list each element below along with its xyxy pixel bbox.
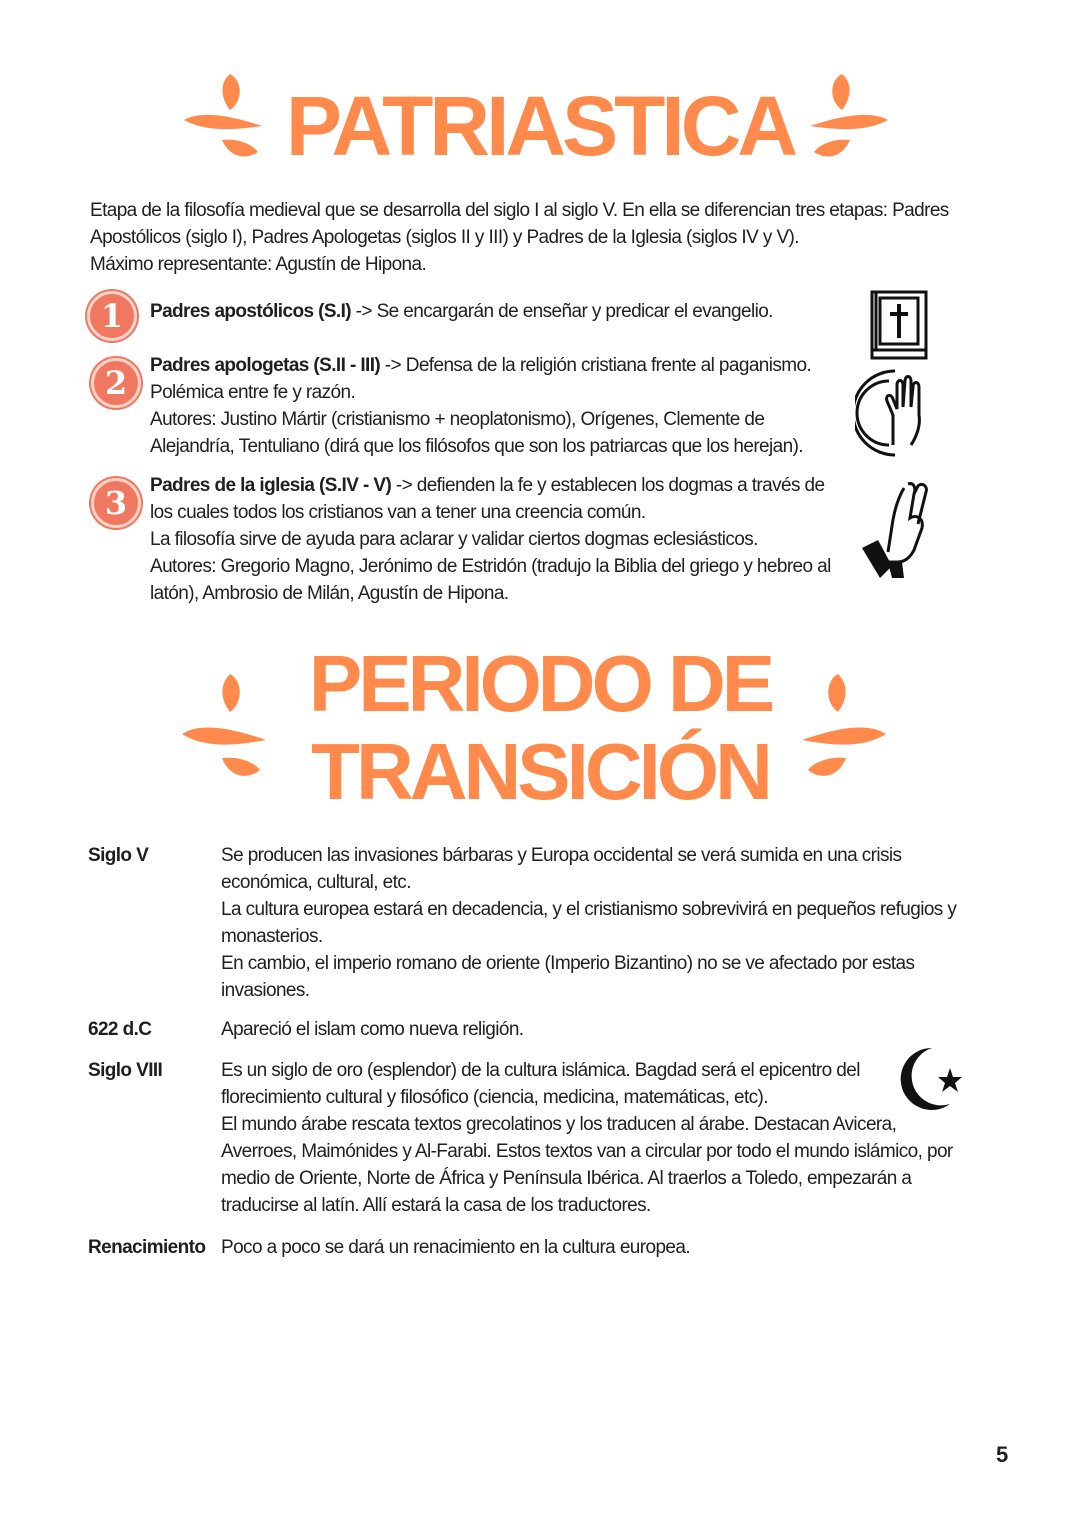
timeline-label: Siglo VIII <box>88 1060 163 1081</box>
bible-icon <box>868 290 930 362</box>
era-description: -> Defensa de la religión cristiana frente al paganismo. <box>380 355 812 376</box>
era-padres-iglesia <box>150 472 850 607</box>
left-spray-icon <box>182 70 272 170</box>
era-description: -> defienden la fe y establecen los dogmas a través de los cuales todos los cristianos van a tener una creencia común. <box>150 475 825 523</box>
era-number-badge: 3 <box>91 478 141 528</box>
timeline-label: 622 d.C <box>88 1019 152 1040</box>
right-spray-icon <box>800 70 890 170</box>
era-padres-apostolicos <box>150 298 850 325</box>
timeline-paragraph: Es un siglo de oro (esplendor) de la cultura islámica. Bagdad será el epicentro del florecimiento cultural y filosófico (ciencia, medicina, matemáticas, etc). <box>221 1060 860 1108</box>
timeline-paragraph: Se producen las invasiones bárbaras y Europa occidental se verá sumida en una crisis económica, cultural, etc. <box>221 845 902 893</box>
timeline-text <box>221 1016 991 1043</box>
era-detail: La filosofía sirve de ayuda para aclarar y validar ciertos dogmas eclesiásticos. <box>150 529 758 550</box>
praying-hands-icon <box>858 478 936 584</box>
era-detail: Polémica entre fe y razón. <box>150 382 356 403</box>
timeline-text <box>221 842 981 1004</box>
timeline-paragraph: Poco a poco se dará un renacimiento en la cultura europea. <box>221 1237 691 1258</box>
timeline-paragraph: El mundo árabe rescata textos grecolatinos y los traducen al árabe. Destacan Avicera, Averroes, Maimónides y Al-Farabi. Estos textos van a circular por todo el mundo islámico, por medio de Oriente, Norte de África y Península Ibérica. Al traerlos a Toledo, empezarán a traducirse al latín. Allí estará la casa de los traductores. <box>221 1114 953 1216</box>
title-line: TRANSICIÓN <box>311 727 769 816</box>
crescent-star-icon <box>898 1046 964 1112</box>
timeline-label: Renacimiento <box>88 1237 206 1258</box>
right-spray-icon <box>796 670 888 790</box>
era-padres-apologetas <box>150 352 850 460</box>
page-number: 5 <box>996 1442 1009 1467</box>
intro-paragraph: Etapa de la filosofía medieval que se desarrolla del siglo I al siglo V. En ella se diferencian tres etapas: Padres Apostólicos (siglo I), Padres Apologetas (siglos II y III) y Padres de la Iglesia (siglos IV y V). <box>90 200 949 248</box>
era-title: Padres apostólicos (S.I) <box>150 301 351 322</box>
timeline-text <box>221 1234 991 1261</box>
left-spray-icon <box>180 670 272 790</box>
era-authors: Autores: Gregorio Magno, Jerónimo de Estridón (tradujo la Biblia del griego y hebreo al latón), Ambrosio de Milán, Agustín de Hipona. <box>150 556 831 604</box>
era-title: Padres apologetas (S.II - III) <box>150 355 381 376</box>
era-authors: Autores: Justino Mártir (cristianismo + neoplatonismo), Orígenes, Clemente de Alejandría, Tentuliano (dirá que los filósofos que son los patriarcas que los herejan). <box>150 409 803 457</box>
timeline-paragraph: La cultura europea estará en decadencia, y el cristianismo sobrevivirá en pequeños refugios y monasterios. <box>221 899 957 947</box>
era-number-badge: 1 <box>87 291 137 341</box>
era-number-badge: 2 <box>91 358 141 408</box>
timeline-text <box>221 1057 971 1219</box>
intro-text <box>90 197 990 278</box>
raised-hand-icon <box>855 365 931 461</box>
timeline-paragraph: En cambio, el imperio romano de oriente (Imperio Bizantino) no se ve afectado por estas invasiones. <box>221 953 915 1001</box>
section-title-transicion <box>0 640 1080 816</box>
timeline-label: Siglo V <box>88 845 149 866</box>
era-title: Padres de la iglesia (S.IV - V) <box>150 475 392 496</box>
section-title-patriastica: PATRIASTICA <box>285 79 795 173</box>
era-description: -> Se encargarán de enseñar y predicar el evangelio. <box>351 301 773 322</box>
title-line: PERIODO DE <box>308 639 772 728</box>
intro-representative: Máximo representante: Agustín de Hipona. <box>90 254 427 275</box>
timeline-paragraph: Apareció el islam como nueva religión. <box>221 1019 524 1040</box>
